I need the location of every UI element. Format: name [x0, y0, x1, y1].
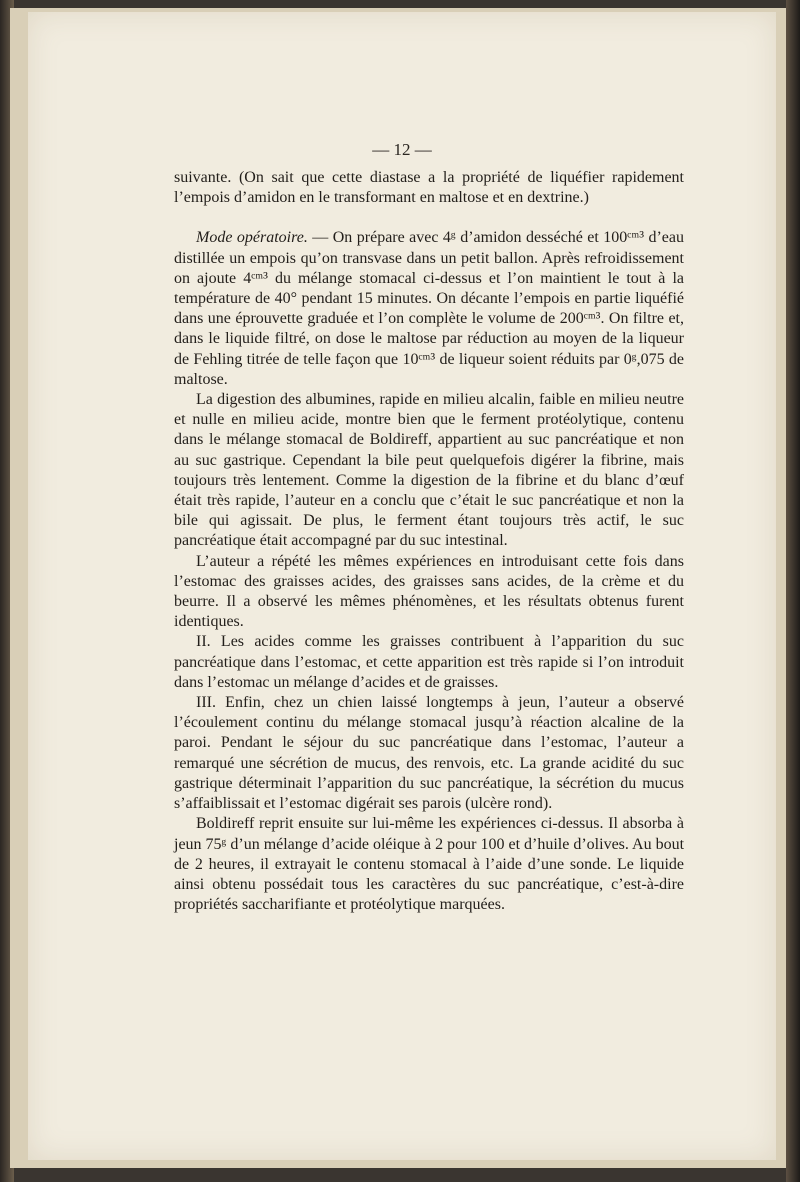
paragraph-3: La digestion des albumines, rapide en milieu alcalin, faible en milieu neutre et nulle en milieu acide, montre bien que le ferment protéolytique, contenu dans le mélange stomacal de Boldireff, appartient au suc pancréatique et non au suc gastrique. Cependant la bile peut quelquefois digérer la fibrine, mais toujours très lentement. Comme la digestion de la fibrine et du blanc d’œuf était très rapide, l’auteur en a conclu que c’était le suc pancréatique et non la bile qui agissait. De plus, le ferment étant toujours très actif, le suc pancréatique était accompagné par du suc intestinal.: [174, 391, 684, 550]
paragraph-7: Boldireff reprit ensuite sur lui-même les expériences ci-dessus. Il absorba à jeun 75ᵍ d’un mélange d’acide oléique à 2 pour 100 et d’huile d’olives. Au bout de 2 heures, il extrayait le contenu stomacal à l’aide d’une sonde. Le liquide ainsi obtenu possédait tous les caractères du suc pancréatique, c’est-à-dire propriétés saccharifiante et protéolytique marquées.: [174, 815, 685, 914]
page-body: [174, 168, 684, 915]
page-number: — 12 —: [372, 140, 432, 159]
paragraph-5: II. Les acides comme les graisses contribuent à l’apparition du suc pancréatique dans l’estomac, et cette apparition est très rapide si l’on introduit dans l’estomac un mélange d’acides et de graisses.: [174, 633, 684, 691]
book-page: [28, 12, 776, 1160]
paragraph-mode-operatoire: [174, 228, 684, 390]
scan-right-edge: [786, 0, 800, 1182]
mode-operatoire-text: — On prépare avec 4ᵍ d’amidon desséché et 100ᶜᵐ³ d’eau distillée un empois qu’on transvase dans un petit ballon. Après refroidissement on ajoute 4ᶜᵐ³ du mélange stomacal ci-dessus et l’on maintient le tout à la température de 40° pendant 15 minutes. On décante l’empois en partie liquéfié dans une éprouvette graduée et l’on complète le volume de 200ᶜᵐ³. On filtre et, dans le liquide filtré, on dose le maltose par réduction au moyen de la liqueur de Fehling titrée de telle façon que 10ᶜᵐ³ de liqueur soient réduits par 0ᵍ,075 de maltose.: [174, 229, 684, 388]
paragraph-1: suivante. (On sait que cette diastase a la propriété de liquéfier rapidement l’empois d’amidon en le transformant en maltose et en dextrine.): [174, 169, 684, 207]
mode-operatoire-heading: Mode opératoire.: [196, 229, 308, 247]
paragraph-6: III. Enfin, chez un chien laissé longtemps à jeun, l’auteur a observé l’écoulement continu du mélange stomacal jusqu’à réaction alcaline de la paroi. Pendant le séjour du suc pancréatique dans l’estomac, l’auteur a remarqué une sécrétion de mucus, des renvois, etc. La grande acidité du suc gastrique déterminait l’apparition du suc pancréatique, la sécrétion du mucus s’affaiblissait et l’estomac digérait ses parois (ulcère rond).: [174, 694, 684, 813]
paragraph-4: L’auteur a répété les mêmes expériences en introduisant cette fois dans l’estomac des graisses acides, des graisses sans acides, de la crème et du beurre. Il a observé les mêmes phénomènes, et les résultats obtenus furent identiques.: [174, 552, 684, 631]
